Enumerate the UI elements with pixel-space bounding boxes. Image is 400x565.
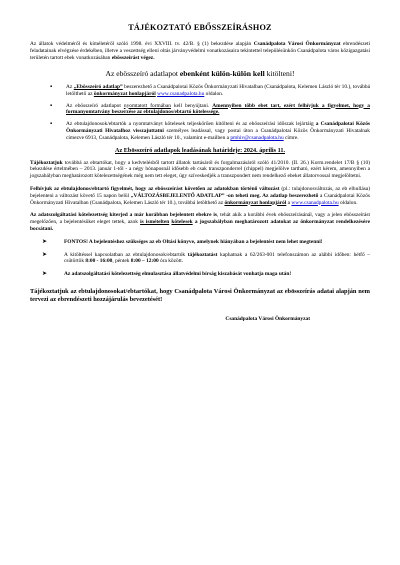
notice-item-important — [42, 239, 370, 246]
info-item-submit — [50, 121, 370, 141]
checkbox-bullet-icon: ▪ — [50, 121, 53, 128]
arrow-bullet-icon: ➤ — [42, 237, 48, 245]
para-text: a Csanádpalotai Közös Önkormányzati Hivatalban (Csanádpalota, Kelemen László tér 10.), továbbá letölthető az — [30, 192, 371, 206]
emphasis-text-2: kitölteni! — [264, 69, 295, 78]
notice-bold: FONTOS! A bejelentéshez szükséges az eb Oltási könyve, amelynek hiányában a bejelentést nem lehet megtenni! — [64, 238, 323, 245]
para-bold: Az adatszolgáltatási kötelezettség kiterjed a már korábban bejelentett ebekre is — [30, 212, 217, 219]
chip-paragraph — [30, 160, 370, 180]
info-bold: a Csanádpalotai Közös Önkormányzati Hivatalhoz visszajuttatni — [66, 121, 370, 134]
info-text: Az — [66, 84, 74, 90]
para-underline: is ismételten — [140, 219, 170, 226]
obligation-paragraph — [30, 212, 370, 232]
notice-text: A kitöltéssel kapcsolatban az ebtulajdonosok/ebtartók — [64, 251, 188, 258]
page-title: TÁJÉKOZTATÓ EBŐSSZEÍRÁSHOZ — [128, 23, 272, 32]
para-text: (pl.: tulajdonosváltozás, az eb elhullása) bejelenteni a változást követő 15 napon belül — [30, 185, 370, 199]
notice-bold: 8:00 – 12:00 — [130, 258, 159, 265]
notice-list — [30, 239, 370, 278]
notice-text: , péntek — [112, 258, 131, 265]
info-text: kell benyújtani. — [170, 102, 213, 109]
intro-text-2: ebrendészeti feladatainak elvégzése érdekében, illetve a veszettség elleni oltás járványvédelmi vonatkozásaira tekintettel településünkön Csanádpalota város közigazgatási területén tartott ebek vonatkozásában — [30, 41, 370, 61]
emphasis-bold: ebenként külön-külön kell — [179, 69, 265, 78]
intro-text: Az állatok védelméről és kíméletéről szóló 1998. évi XXVIII. tv. 42/B. § (1) bekezdése alapján — [30, 41, 254, 47]
para-text: , tehát akik a korábbi évek ebösszeírásánál, vagy a jelen ebösszeírást megelőzően, a bejelentésüket eleget tettek, azok — [30, 212, 370, 226]
closing-statement: Tájékoztatjuk az ebtulajdonosokat/ebtartókat, hogy Csanádpalota Városi Önkormányzat az ebösszeírás adatai alapján nem tervezi az ebrendészeti hozzájárulás bevezetését! — [30, 287, 370, 304]
email-link[interactable]: pmhiv@csanadpalota.hu — [230, 134, 284, 141]
para-bold: Felhívjuk az ebtulajdonos/ebtartó figyelmét, hogy az ebösszeírást követően az adatokban történő változást — [30, 185, 280, 192]
deadline-notice: Az Ebösszeíró adatlapok leadásának határideje: 2024. április 11. — [115, 146, 285, 154]
notice-bold: tájékoztatást — [187, 251, 218, 258]
para-text: továbbá az ebtartókat, hogy a kedvtelésből tartott állatok tartásáról és forgalmazásáról szóló 41/2010. (II. 26.) Korm.rendelet 17/B § (10) bekezdése értelmében – 2013. január 1-től - a négy hónaposnál idősebb eb csak transzponderrel (chippel) megjelölve tartható, ezért kérem, amennyiben a jogszabályban meghatározott kötelezettségének még nem tett eleget, úgy szíveskedjék a transzpondert nem rendelkező ebeket állatorvossal megjelöltetni. — [30, 159, 370, 180]
info-item-print — [50, 103, 370, 117]
info-text: Az ebösszeíró adatlapot — [66, 102, 124, 109]
info-text: címre. — [283, 134, 299, 141]
info-bold: Amennyiben több ebet tart, ezért felhívjuk a figyelmet, hogy a formanyomtatvány beszerzése az ebtulajdonos/ebtartó kötelessége. — [66, 102, 370, 116]
notice-bold: Az adatszolgáltatási kötelezettség elmulasztása állatvédelmi bírság kiszabását vonhatja maga után! — [64, 271, 292, 278]
notice-bold: 8:00 - 16:00 — [85, 258, 113, 265]
para-text: a — [286, 199, 292, 206]
notice-text: kaphatnak a 62/263-001 telefonszámon az alábbi időben: hétfő – csütörtök — [64, 251, 371, 265]
signature: Csanádpalota Városi Önkormányzat — [225, 316, 310, 323]
info-text: beszerezhető a Csanádpalotai Közös Önkormányzati Hivatalban (Csanádpalota, Kelemen László tér 10.), továbbá letölthető az — [66, 84, 371, 97]
info-item-form — [50, 84, 370, 98]
para-bold: „VÁLTOZÁSBEJELENTŐ ADATLAP” -on teheti meg. Az adatlap beszerezhető — [130, 192, 319, 199]
notice-item-contact — [42, 252, 370, 266]
para-bold: a jogszabályban meghatározott adatokat az önkormányzat rendelkezésére bocsátani. — [30, 219, 370, 232]
intro-bold-end: ebösszeírást végez. — [111, 55, 155, 61]
notice-item-fine — [42, 271, 370, 278]
info-text: személyes leadással, vagy postai úton a Csanádpalotai Közös Önkormányzati Hivatalnak címezve 6913, Csanádpalota, Kelemen László tér 10., valamint e-mailben a — [66, 127, 371, 141]
info-text: oldalon. — [204, 90, 224, 97]
emphasis-text: Az ebösszeíró adatlapot — [105, 69, 180, 78]
info-underline: nyomtatott formában — [123, 102, 171, 109]
para-text: oldalon. — [338, 199, 358, 206]
para-bold: önkormányzat honlapjáról — [224, 199, 287, 206]
info-bold: önkormányzat honlapjáról — [93, 90, 156, 97]
info-list — [30, 84, 370, 142]
para-bold: Tájékoztatjuk — [30, 159, 63, 166]
checkbox-bullet-icon: ▪ — [50, 84, 53, 90]
arrow-bullet-icon: ➤ — [42, 270, 48, 278]
intro-paragraph — [30, 41, 370, 62]
arrow-bullet-icon: ➤ — [42, 250, 48, 258]
emphasis-line — [30, 69, 370, 78]
notice-text: óra között. — [158, 258, 184, 265]
checkbox-bullet-icon: ▪ — [50, 102, 53, 109]
website-link[interactable]: www.csanadpalota.hu — [157, 90, 205, 97]
para-underline: kötelesek — [171, 219, 193, 226]
info-text: Az ebtulajdonosok/ebtartók a nyomtatványt kötelesek teljeskörűen kitölteni és az ebösszeírási időszak lejártáig — [66, 121, 316, 128]
website-link[interactable]: www.csanadpalota.hu — [291, 199, 339, 206]
change-paragraph — [30, 186, 370, 206]
intro-org: Csanádpalota Városi Önkormányzat — [253, 41, 341, 47]
info-underline: „Ebösszeíró adatlap” — [73, 84, 123, 90]
